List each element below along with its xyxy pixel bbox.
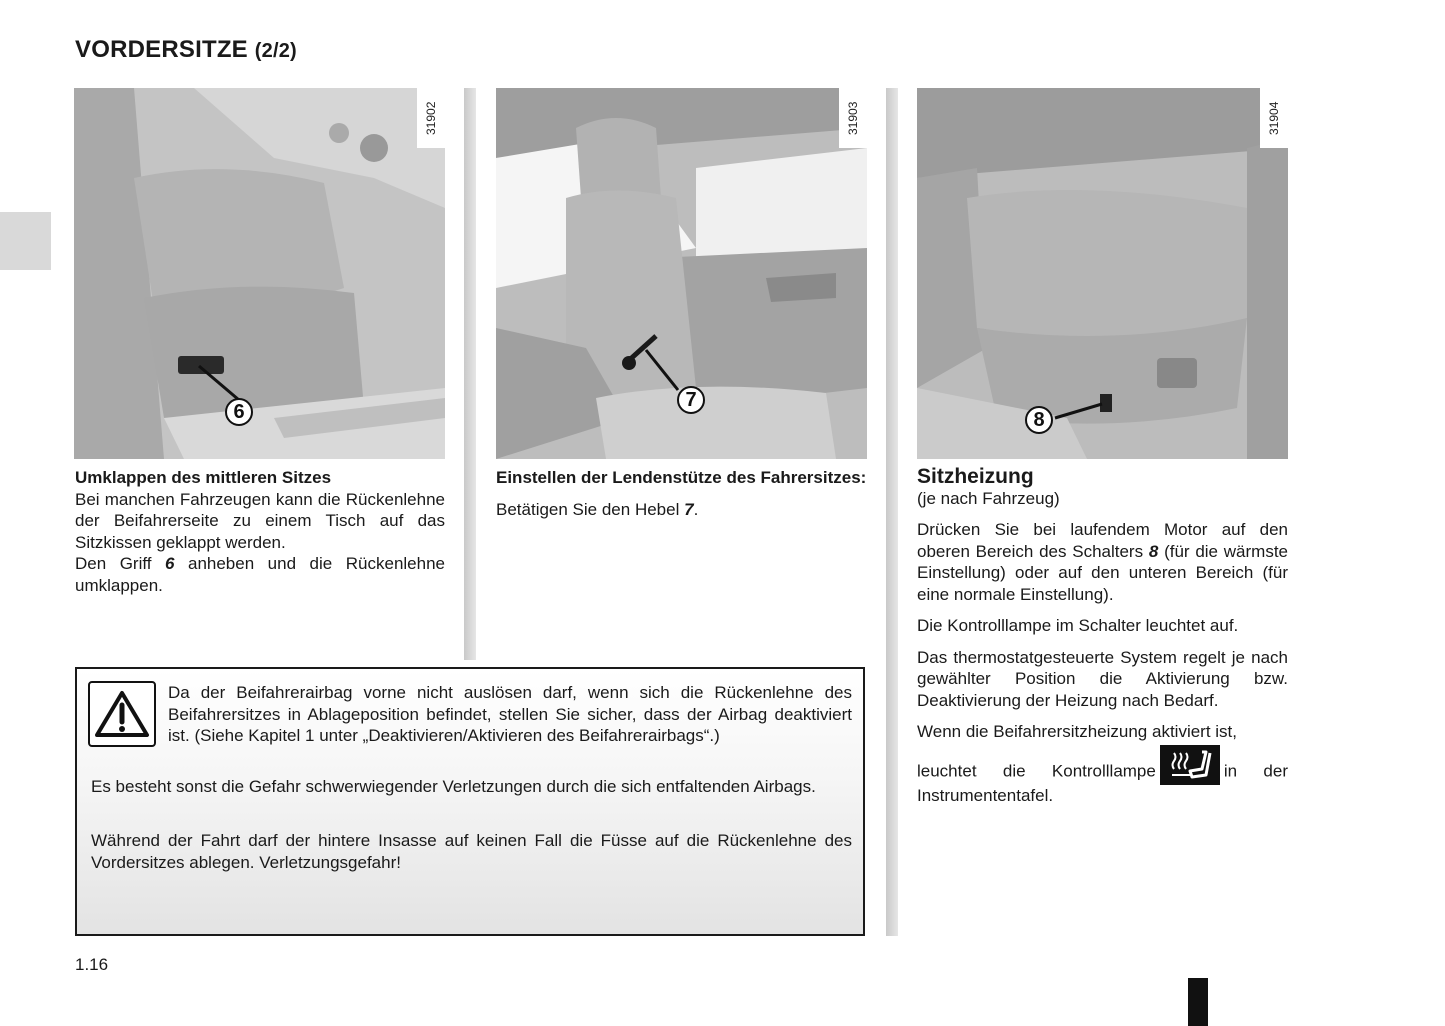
text-span: Drücken Sie bei laufendem Motor auf den oberen Bereich des Schalters [917, 520, 1288, 561]
reference-number: 6 [165, 554, 175, 573]
warning-text-1: Da der Beifahrerairbag vorne nicht auslösen darf, wenn sich die Rückenlehne des Beifahrersitzes in Ablageposition befindet, stellen Sie sicher, dass der Airbag deaktiviert ist. (Siehe Kapitel 1 unter „Deaktivieren/Aktivieren des Beifahrerairbags“.) [168, 683, 852, 745]
thumb-index-mark [1188, 978, 1208, 1026]
text-span: (für die wärmste Einstellung) oder auf den unteren Bereich (für eine normale Einstellung). [917, 541, 1288, 604]
callout-7: 7 [677, 386, 705, 414]
paragraph: Wenn die Beifahrersitzheizung aktiviert ist, [917, 722, 1238, 741]
warning-triangle-icon [88, 681, 156, 747]
column-divider-2 [886, 88, 898, 936]
photo-seat-heating-switch [917, 88, 1288, 459]
warning-text-2: Es besteht sonst die Gefahr schwerwiegender Verletzungen durch die sich entfaltenden Airbags. [91, 777, 816, 796]
section-heading: Einstellen der Lendenstütze des Fahrersitzes: [496, 468, 867, 487]
section-heading: Umklappen des mittleren Sitzes [75, 468, 332, 487]
photo-reference-number: 31904 [1260, 88, 1288, 148]
column-divider-1 [464, 88, 476, 660]
text-span: anheben und die Rückenlehne umklappen. [75, 554, 445, 595]
text-span: Betätigen Sie den Hebel [496, 499, 685, 519]
paragraph [917, 519, 1288, 605]
chapter-tab [0, 212, 51, 270]
text-span: . [693, 499, 699, 519]
text-span: leuchtet die Kontrolllampe [917, 760, 1156, 780]
section-seat-folding [75, 467, 445, 596]
text-span: Den Griff [75, 554, 166, 573]
photo-lumbar-support [496, 88, 867, 459]
paragraph: Das thermostatgesteuerte System regelt je nach gewählter Position die Aktivierung bzw. Deaktivierung der Heizung nach Bedarf. [917, 647, 1288, 710]
seat-folding-illustration [74, 88, 445, 459]
page-title-text: VORDERSITZE [75, 36, 248, 63]
section-lumbar-support [496, 467, 867, 520]
warning-box [75, 667, 865, 936]
warning-text-3: Während der Fahrt darf der hintere Insasse auf keinen Fall die Füsse auf die Rückenlehne des Vordersitzes ablegen. Verletzungsgefahr! [91, 831, 852, 872]
callout-8: 8 [1025, 406, 1053, 434]
section-subheading: (je nach Fahrzeug) [917, 488, 1060, 508]
paragraph [496, 499, 867, 521]
section-heading: Sitzheizung [917, 465, 1034, 488]
photo-reference-number: 31902 [417, 88, 445, 148]
photo-reference-number: 31903 [839, 88, 867, 148]
reference-number: 7 [684, 499, 694, 519]
paragraph: Die Kontrolllampe im Schalter leuchtet auf. [917, 616, 1239, 635]
callout-6: 6 [225, 398, 253, 426]
reference-number: 8 [1148, 541, 1159, 561]
paragraph [917, 759, 1288, 807]
section-seat-heating [917, 466, 1288, 806]
page-title [75, 36, 297, 64]
photo-seat-folding [74, 88, 445, 459]
page-title-part: (2/2) [254, 40, 297, 62]
paragraph [75, 553, 445, 596]
paragraph: Bei manchen Fahrzeugen kann die Rückenlehne der Beifahrerseite zu einem Tisch auf das Sitzkissen geklappt werden. [75, 489, 445, 552]
seat-heating-icon [1160, 745, 1220, 785]
page-number: 1.16 [75, 955, 109, 974]
text-span: in der Instrumententafel. [917, 760, 1288, 805]
seat-heating-illustration [917, 88, 1288, 459]
